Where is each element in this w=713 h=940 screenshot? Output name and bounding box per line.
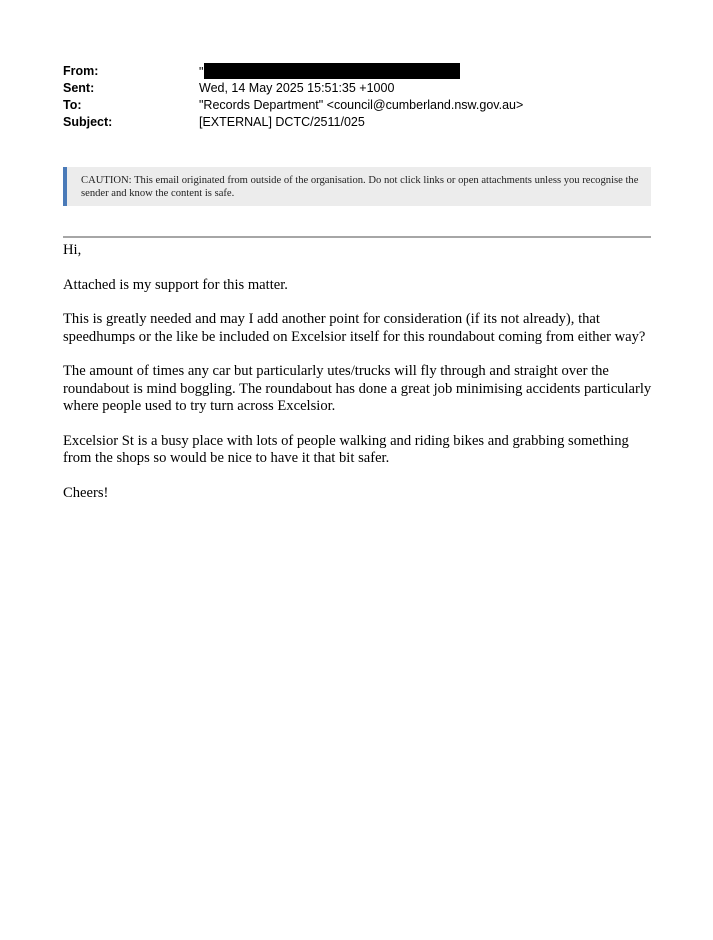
body-paragraph: Attached is my support for this matter. [63, 276, 288, 293]
email-header-block [63, 63, 663, 131]
body-paragraph: This is greatly needed and may I add another point for consideration (if its not already), that speedhumps or the like be included on Excelsior itself for this roundabout coming from either way? [63, 311, 646, 345]
header-row-from [63, 63, 663, 80]
from-value [199, 63, 460, 81]
header-row-to [63, 97, 663, 114]
subject-label: Subject: [63, 115, 113, 129]
body-paragraph: The amount of times any car but particularly utes/trucks will fly through and straight over the roundabout is mind boggling. The roundabout has done a great job minimising accidents particularly where people used to try turn across Excelsior. [63, 363, 652, 414]
email-body [63, 240, 658, 519]
sent-value: Wed, 14 May 2025 15:51:35 +1000 [199, 81, 395, 95]
to-label: To: [63, 98, 82, 112]
redaction-bar [204, 63, 460, 79]
from-value-text: " [199, 65, 204, 79]
body-greeting: Hi, [63, 242, 82, 258]
header-row-sent [63, 80, 663, 97]
sent-label: Sent: [63, 81, 95, 95]
body-signoff: Cheers! [63, 484, 109, 501]
caution-banner [63, 167, 651, 206]
subject-value: [EXTERNAL] DCTC/2511/025 [199, 115, 365, 129]
from-label: From: [63, 64, 99, 78]
caution-text: CAUTION: This email originated from outside of the organisation. Do not click links or open attachments unless you recognise the sender and know the content is safe. [81, 175, 639, 199]
to-value: "Records Department" <council@cumberland.nsw.gov.au> [199, 98, 524, 112]
header-row-subject [63, 114, 663, 131]
body-paragraph: Excelsior St is a busy place with lots of people walking and riding bikes and grabbing something from the shops so would be nice to have it that bit safer. [63, 432, 629, 466]
header-divider [63, 236, 651, 238]
